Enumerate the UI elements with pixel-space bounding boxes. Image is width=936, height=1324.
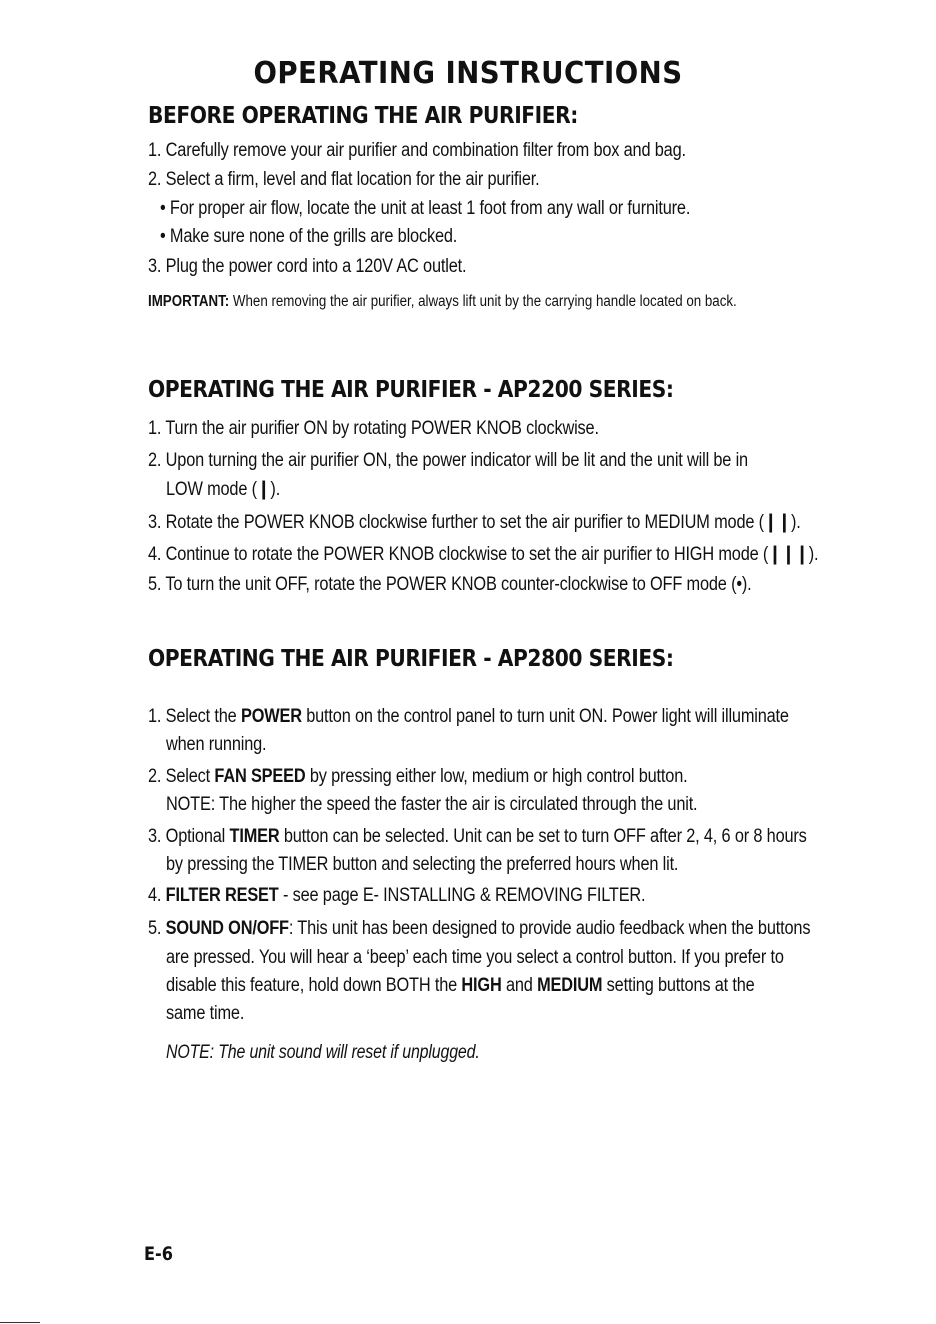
bold-term: SOUND ON/OFF — [165, 918, 289, 939]
bold-term: FAN SPEED — [214, 766, 306, 787]
instruction-line: by pressing the TIMER button and selecting the preferred hours when lit. — [166, 854, 679, 875]
line-text: 5. — [148, 918, 166, 939]
section-heading-before: BEFORE OPERATING THE AIR PURIFIER: — [148, 103, 578, 129]
line-text: ). — [790, 512, 801, 533]
instruction-line: 3. Plug the power cord into a 120V AC outlet. — [148, 256, 467, 277]
page-title: OPERATING INSTRUCTIONS — [253, 56, 683, 91]
bold-term: HIGH — [461, 975, 502, 996]
instruction-line: 1. Turn the air purifier ON by rotating POWER KNOB clockwise. — [148, 418, 599, 439]
line-text: 4. Continue to rotate the POWER KNOB clockwise to set the air purifier to HIGH mode ( — [148, 544, 769, 565]
line-text: : This unit has been designed to provide audio feedback when the buttons — [288, 918, 811, 939]
instruction-line — [148, 543, 818, 566]
line-text: by pressing either low, medium or high control button. — [305, 766, 688, 787]
line-text: button can be selected. Unit can be set to turn OFF after 2, 4, 6 or 8 hours — [279, 826, 807, 847]
line-text: button on the control panel to turn unit ON. Power light will illuminate — [301, 706, 789, 727]
instruction-line — [148, 766, 687, 788]
line-text: 2. Select — [148, 766, 215, 787]
instruction-line — [148, 511, 801, 534]
instruction-line: are pressed. You will hear a ‘beep’ each time you select a control button. If you prefer to — [166, 947, 784, 968]
line-text: setting buttons at the — [602, 975, 755, 996]
important-label: IMPORTANT: — [148, 293, 230, 310]
instruction-line: same time. — [166, 1003, 245, 1024]
line-text: 1. Select the — [148, 706, 241, 727]
bold-term: MEDIUM — [537, 975, 603, 996]
instruction-line: 5. To turn the unit OFF, rotate the POWER KNOB counter-clockwise to OFF mode (•). — [148, 574, 752, 595]
important-note — [148, 293, 737, 311]
instruction-line — [148, 706, 789, 728]
line-text: LOW mode ( — [166, 479, 257, 500]
instruction-line: 2. Upon turning the air purifier ON, the power indicator will be lit and the unit will be in — [148, 450, 748, 471]
line-text: 3. Optional — [148, 826, 230, 847]
line-text: disable this feature, hold down BOTH the — [166, 975, 462, 996]
instruction-line: 2. Select a firm, level and flat location for the air purifier. — [148, 169, 540, 190]
section-heading-ap2800: OPERATING THE AIR PURIFIER - AP2800 SERIES: — [148, 646, 674, 672]
instruction-line: 1. Carefully remove your air purifier and combination filter from box and bag. — [148, 140, 686, 161]
bold-term: TIMER — [229, 826, 280, 847]
instruction-line — [148, 826, 807, 848]
instruction-line — [166, 975, 755, 997]
line-text: - see page E- INSTALLING & REMOVING FILTER. — [278, 885, 646, 906]
line-text: ). — [270, 479, 281, 500]
line-text: and — [501, 975, 538, 996]
note-line: NOTE: The unit sound will reset if unplugged. — [166, 1042, 480, 1063]
instruction-line: when running. — [166, 734, 267, 755]
important-text: When removing the air purifier, always lift unit by the carrying handle located on back. — [229, 293, 737, 310]
instruction-line — [148, 918, 810, 940]
instruction-line: NOTE: The higher the speed the faster the air is circulated through the unit. — [166, 794, 698, 815]
section-heading-ap2200: OPERATING THE AIR PURIFIER - AP2200 SERIES: — [148, 377, 674, 403]
bullet-line: • Make sure none of the grills are blocked. — [160, 226, 458, 247]
scan-edge-line — [0, 1322, 40, 1323]
page-number: E-6 — [144, 1243, 173, 1265]
bullet-line: • For proper air flow, locate the unit at least 1 foot from any wall or furniture. — [160, 198, 691, 219]
medium-mode-icon: ❙❙ — [763, 512, 791, 533]
bold-term: FILTER RESET — [165, 885, 279, 906]
high-mode-icon: ❙❙❙ — [768, 544, 809, 565]
line-text: ). — [808, 544, 819, 565]
instruction-line — [166, 478, 280, 501]
line-text: 3. Rotate the POWER KNOB clockwise further to set the air purifier to MEDIUM mode ( — [148, 512, 764, 533]
line-text: 4. — [148, 885, 166, 906]
instruction-line — [148, 885, 645, 907]
bold-term: POWER — [240, 706, 302, 727]
low-mode-icon: ❙ — [256, 479, 271, 500]
